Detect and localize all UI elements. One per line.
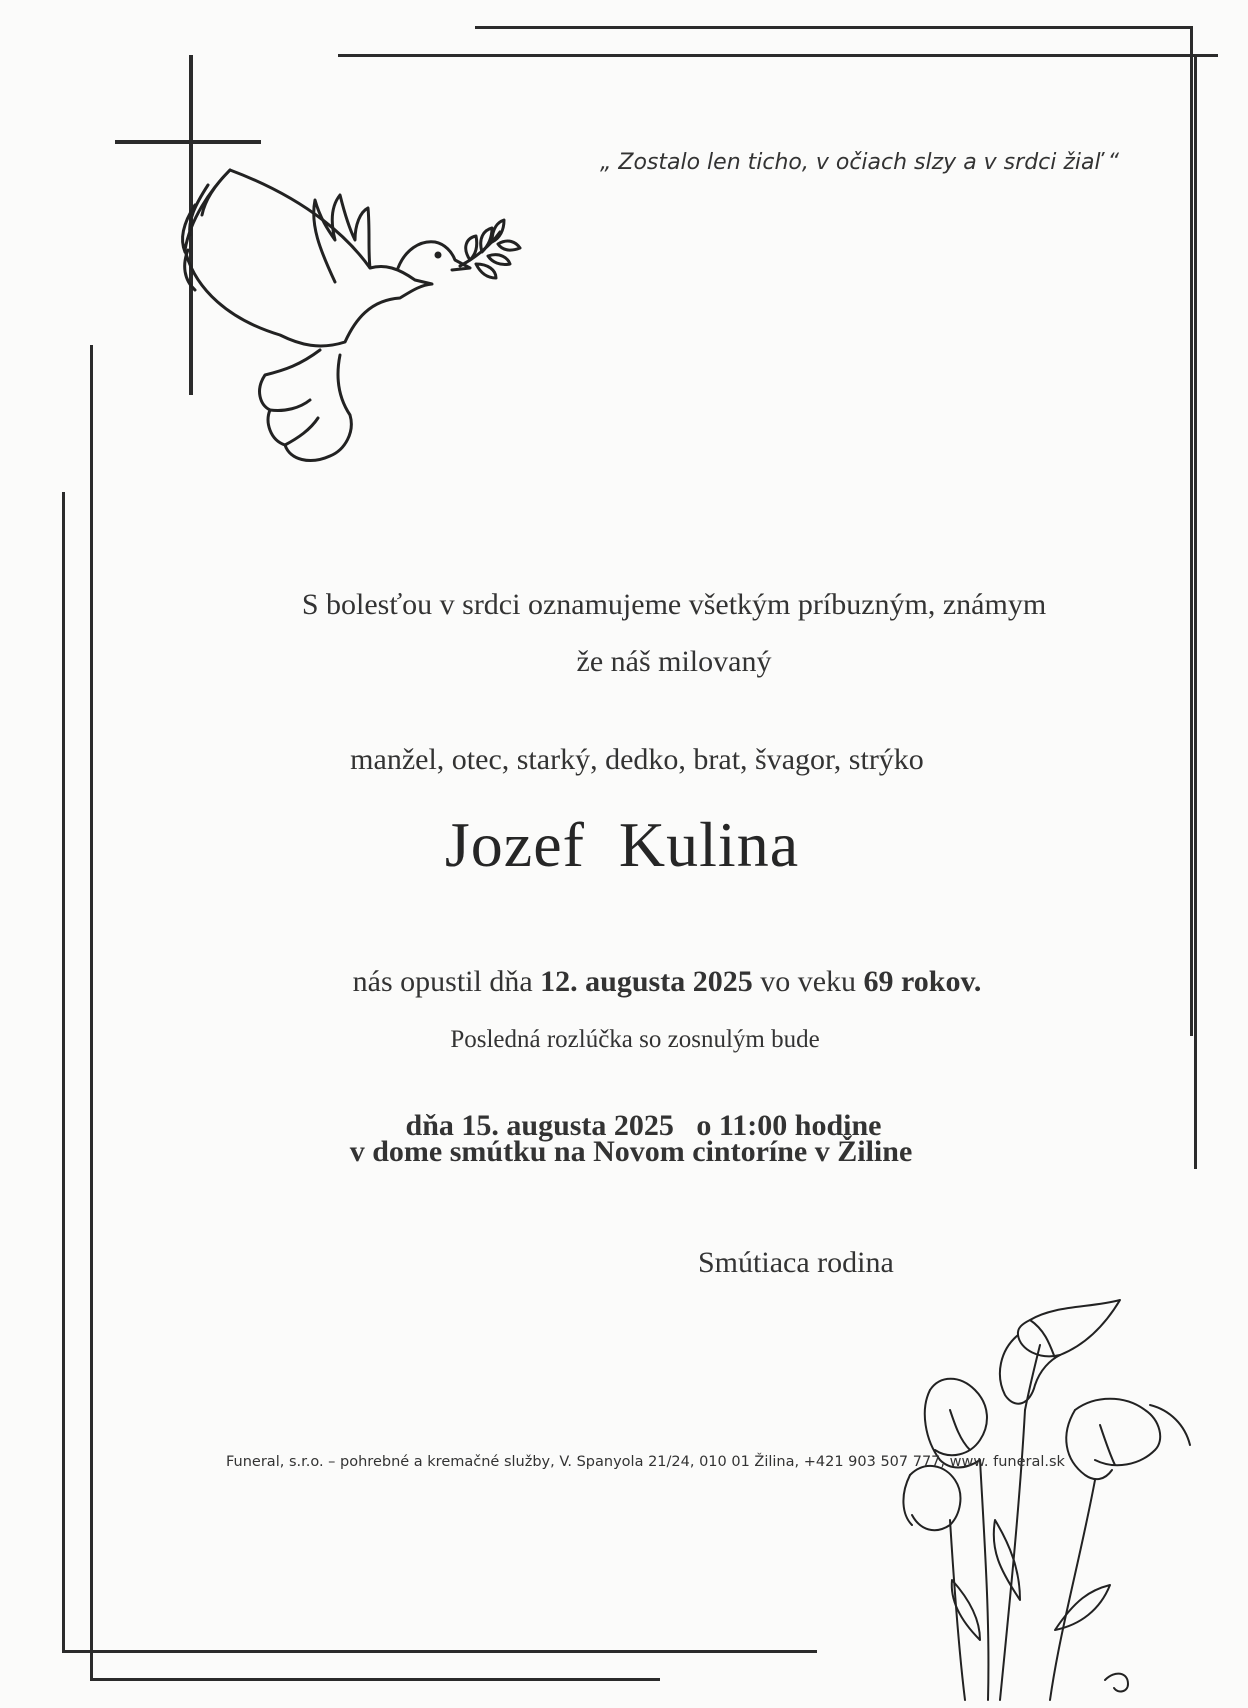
frame-left-inner xyxy=(90,345,93,1680)
calla-lilies-illustration xyxy=(880,1300,1200,1700)
announcement-line-2: že náš milovaný xyxy=(576,645,772,678)
farewell-datetime xyxy=(12,1075,1248,1143)
signature: Smútiaca rodina xyxy=(698,1246,894,1279)
funeral-service-footer: Funeral, s.r.o. – pohrebné a kremačné služby, V. Spanyola 21/24, 010 01 Žilina, +421 903 507 777, www. funeral.sk xyxy=(226,1454,1065,1470)
death-age: 69 rokov. xyxy=(863,965,982,998)
death-prefix: nás opustil dňa xyxy=(352,965,533,998)
farewell-intro: Posledná rozlúčka so zosnulým bude xyxy=(450,1026,820,1053)
dove-with-olive-branch-icon xyxy=(170,160,570,500)
frame-bottom-outer xyxy=(90,1678,660,1681)
announcement-line-1: S bolesťou v srdci oznamujeme všetkým príbuzným, známym xyxy=(301,588,1047,621)
frame-bottom-inner xyxy=(62,1650,817,1653)
deceased-name: Jozef Kulina xyxy=(444,809,800,880)
frame-top-inner xyxy=(475,26,1193,29)
farewell-date: dňa 15. augusta 2025 xyxy=(405,1109,674,1142)
death-notice xyxy=(43,965,1248,999)
frame-top-outer xyxy=(338,54,1218,57)
motto-quote: „ Zostalo len ticho, v očiach slzy a v srdci žiaľ “ xyxy=(600,150,1119,175)
farewell-time: o 11:00 hodine xyxy=(696,1109,882,1142)
death-age-label: vo veku xyxy=(760,965,857,998)
cross-horizontal-icon xyxy=(115,140,261,144)
frame-right-inner xyxy=(1190,26,1193,1036)
family-relations: manžel, otec, starký, dedko, brat, švagor, strýko xyxy=(350,743,924,776)
death-date: 12. augusta 2025 xyxy=(540,965,753,998)
farewell-place: v dome smútku na Novom cintoríne v Žiline xyxy=(349,1135,913,1168)
